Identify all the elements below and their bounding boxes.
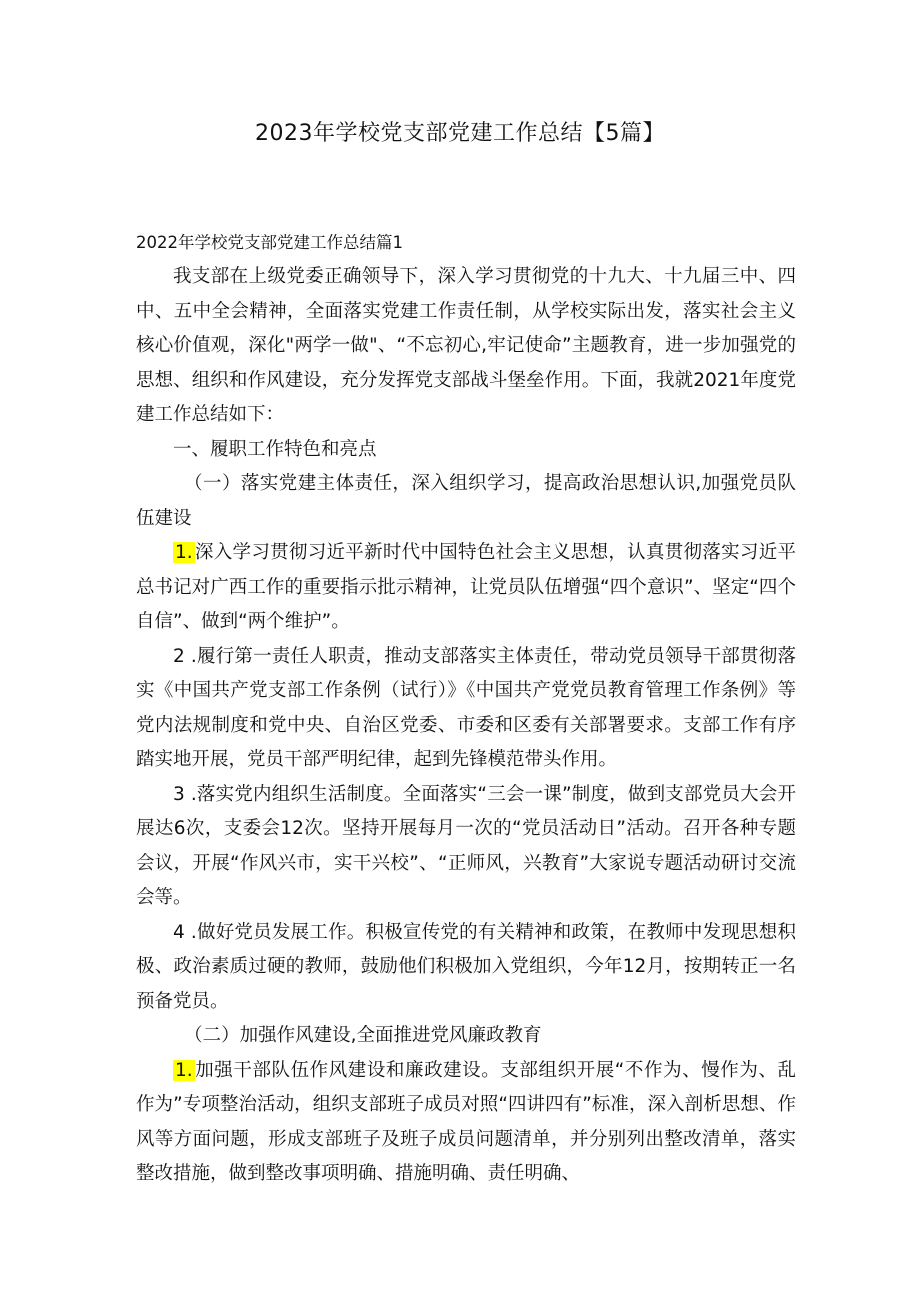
section-title: 2022年学校党支部党建工作总结篇1 [136,233,403,252]
list-item-2: 2 .履行第一责任人职责，推动支部落实主体责任，带动党员领导干部贯彻落实《中国共产党支部工作条例（试行）》《中国共产党党员教育管理工作条例》等党内法规制度和党中央、自治区党委、市委和区委有关部署要求。支部工作有序踏实地开展，党员干部严明纪律，起到先锋模范带头作用。 [136,645,796,770]
heading-1: 一、履职工作特色和亮点 [173,438,377,460]
highlight-mark: 1. [175,542,193,563]
subheading-1: （一）落实党建主体责任，深入组织学习，提高政治思想认识,加强党员队伍建设 [136,473,796,529]
list-item-1 [136,536,796,640]
list-item-5 [136,1054,796,1192]
intro-paragraph: 我支部在上级党委正确领导下，深入学习贯彻党的十九大、十九届三中、四中、五中全会精神，全面落实党建工作责任制，从学校实际出发，落实社会主义核心价值观，深化"两学一做"、“不忘初心,牢记使命”主题教育，进一步加强党的思想、组织和作风建设，充分发挥党支部战斗堡垒作用。下面，我就2021年度党建工作总结如下： [136,266,796,425]
list-item-4: 4 .做好党员发展工作。积极宣传党的有关精神和政策，在教师中发现思想积极、政治素质过硬的教师，鼓励他们积极加入党组织，今年12月，按期转正一名预备党员。 [136,921,796,1012]
list-item-1-text: 深入学习贯彻习近平新时代中国特色社会主义思想，认真贯彻落实习近平总书记对广西工作的重要指示批示精神，让党员队伍增强“四个意识”、坚定“四个自信”、做到“两个维护”。 [136,542,796,632]
subheading-2: （二）加强作风建设,全面推进党风廉政教育 [184,1025,542,1046]
document-body [136,226,796,1192]
list-item-3: 3 .落实党内组织生活制度。全面落实“三会一课”制度，做到支部党员大会开展达6次，支委会12次。坚持开展每月一次的“党员活动日”活动。召开各种专题会议，开展“作风兴市，实干兴校”、“正师风，兴教育”大家说专题活动研讨交流会等。 [136,783,796,908]
list-item-5-text: 加强干部队伍作风建设和廉政建设。支部组织开展“不作为、慢作为、乱作为”专项整治活动，组织支部班子成员对照“四讲四有”标准，深入剖析思想、作风等方面问题，形成支部班子及班子成员问题清单，并分别列出整改清单，落实整改措施，做到整改事项明确、措施明确、责任明确、 [136,1059,796,1184]
document-title: 2023年学校党支部党建工作总结【5篇】 [255,121,665,146]
highlight-mark: 1. [175,1059,193,1081]
